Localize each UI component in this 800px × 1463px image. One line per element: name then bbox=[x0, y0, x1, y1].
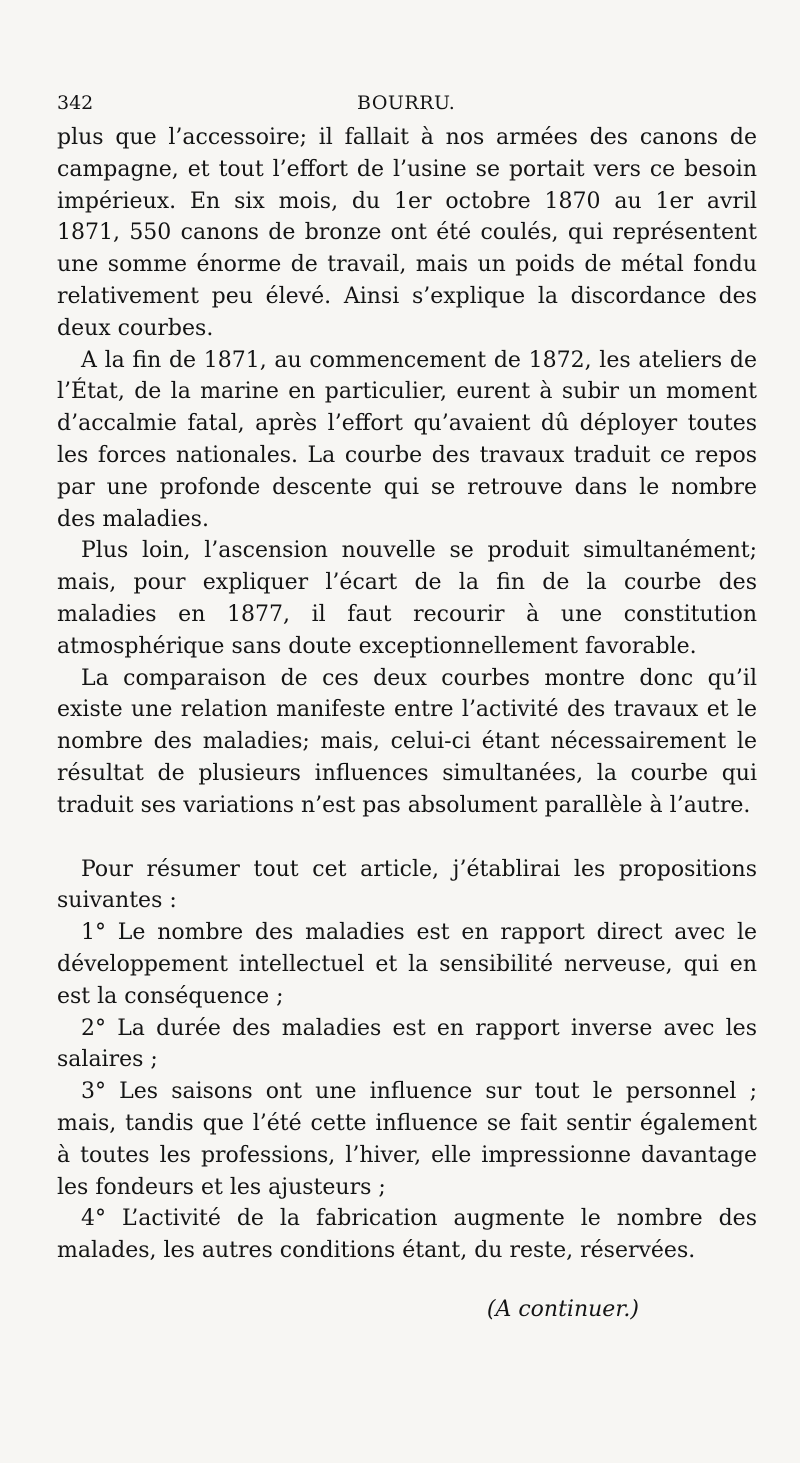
page-body bbox=[57, 122, 757, 1322]
page-header bbox=[57, 92, 757, 122]
proposition-item: 1° Le nombre des maladies est en rapport direct avec le développement intellectuel et la sensibilité nerveuse, qui en est la conséquence ; bbox=[57, 920, 757, 1009]
paragraph: A la fin de 1871, au commencement de 1872, les ateliers de l’État, de la marine en particulier, eurent à subir un moment d’accalmie fatal, après l’effort qu’avaient dû déployer toutes les forces nationales. La courbe des travaux traduit ce repos par une profonde descente qui se retrouve dans le nombre des maladies. bbox=[57, 347, 757, 532]
paragraph: plus que l’accessoire; il fallait à nos armées des canons de campagne, et tout l’effort de l’usine se portait vers ce besoin impérieux. En six mois, du 1er octobre 1870 au 1er avril 1871, 550 canons de bronze ont été coulés, qui représentent une somme énorme de travail, mais un poids de métal fondu relativement peu élevé. Ainsi s’explique la discordance des deux courbes. bbox=[57, 125, 757, 341]
proposition-item: 4° L’activité de la fabrication augmente le nombre des malades, les autres conditions étant, du reste, réservées. bbox=[57, 1206, 757, 1264]
page-number: 342 bbox=[57, 92, 94, 114]
document-page bbox=[57, 92, 757, 1322]
proposition-item: 3° Les saisons ont une influence sur tout le personnel ; mais, tandis que l’été cette influence se fait sentir également à toutes les professions, l’hiver, elle impressionne davantage les fondeurs et les ajusteurs ; bbox=[57, 1079, 757, 1200]
running-title: BOURRU. bbox=[357, 92, 456, 114]
section-gap bbox=[57, 822, 757, 854]
to-be-continued-note: (A continuer.) bbox=[486, 1296, 639, 1322]
proposition-item: 2° La durée des maladies est en rapport inverse avec les salaires ; bbox=[57, 1015, 757, 1073]
paragraph: La comparaison de ces deux courbes montre donc qu’il existe une relation manifeste entre l’activité des travaux et le nombre des maladies; mais, celui-ci étant nécessairement le résultat de plusieurs influences simultanées, la courbe qui traduit ses variations n’est pas absolument parallèle à l’autre. bbox=[57, 665, 757, 818]
summary-intro: Pour résumer tout cet article, j’établirai les propositions suivantes : bbox=[57, 856, 757, 914]
paragraph: Plus loin, l’ascension nouvelle se produit simultanément; mais, pour expliquer l’écart de la fin de la courbe des maladies en 1877, il faut recourir à une constitution atmosphérique sans doute exceptionnellement favorable. bbox=[57, 538, 757, 659]
